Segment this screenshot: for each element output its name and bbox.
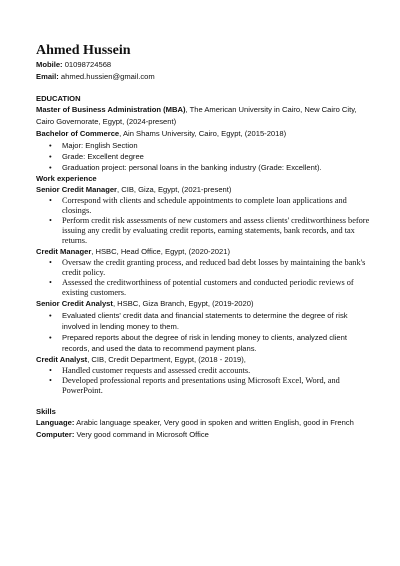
job-bullet: • Correspond with clients and schedule appointments to complete loan applications and closings. bbox=[49, 196, 347, 215]
education-bullet: • Major: English Section bbox=[49, 141, 138, 150]
job-bullet: • Developed professional reports and presentations using Microsoft Excel, Word, and PowerPoint. bbox=[49, 376, 340, 395]
mba-line-2: Cairo Governorate, Egypt, (2024-present) bbox=[36, 117, 177, 126]
mba-line-1 bbox=[36, 104, 372, 116]
job-heading: Credit Analyst, CIB, Credit Department, Egypt, (2018 - 2019), bbox=[36, 355, 246, 364]
language-value: Arabic language speaker, Very good in spoken and written English, good in French bbox=[74, 418, 354, 427]
computer-label: Computer: bbox=[36, 430, 75, 439]
skills-heading: Skills bbox=[36, 407, 56, 416]
job-heading: Credit Manager, HSBC, Head Office, Egypt, (2020-2021) bbox=[36, 247, 231, 256]
mba-details: , The American University in Cairo, New Cairo City, bbox=[185, 105, 357, 114]
job-bullets bbox=[36, 258, 372, 298]
email-value: ahmed.hussien@gmail.com bbox=[60, 72, 155, 81]
bcom-details: , Ain Shams University, Cairo, Egypt, (2015-2018) bbox=[119, 129, 287, 138]
bcom-degree: Bachelor of Commerce bbox=[36, 129, 120, 138]
email-label: Email: bbox=[36, 72, 59, 81]
mobile-label: Mobile: bbox=[36, 60, 63, 69]
job-bullet: • Handled customer requests and assessed credit accounts. bbox=[49, 366, 251, 375]
job-bullets bbox=[36, 310, 372, 354]
job-bullets bbox=[36, 366, 372, 396]
candidate-name: Ahmed Hussein bbox=[36, 43, 131, 58]
skills-language bbox=[36, 417, 372, 429]
job-bullet: • Assessed the creditworthiness of potential customers and conducted periodic reviews of existing customers. bbox=[49, 278, 354, 297]
job-bullets bbox=[36, 196, 372, 246]
job-bullet: • Oversaw the credit granting process, and reduced bad debt losses by maintaining the bank's credit policy. bbox=[49, 258, 366, 277]
education-bullets bbox=[36, 140, 372, 173]
work-heading: Work experience bbox=[36, 174, 97, 183]
job-heading: Senior Credit Manager, CIB, Giza, Egypt, (2021-present) bbox=[36, 185, 232, 194]
job-heading: Senior Credit Analyst, HSBC, Giza Branch, Egypt, (2019-2020) bbox=[36, 299, 254, 308]
job-bullet: • Prepared reports about the degree of risk in lending money to clients, analyzed client records, and used the data to recommend payment plans. bbox=[49, 333, 347, 353]
education-bullet: • Graduation project: personal loans in the banking industry (Grade: Excellent). bbox=[49, 163, 322, 172]
education-heading: EDUCATION bbox=[36, 94, 81, 103]
mobile-value: 01098724568 bbox=[64, 60, 112, 69]
contact-email bbox=[36, 71, 372, 83]
resume-page bbox=[36, 42, 372, 441]
skills-computer bbox=[36, 429, 372, 441]
mba-degree: Master of Business Administration (MBA) bbox=[36, 105, 186, 114]
computer-value: Very good command in Microsoft Office bbox=[74, 430, 209, 439]
job-bullet: • Evaluated clients' credit data and financial statements to determine the degree of risk involved in lending money to them. bbox=[49, 311, 348, 331]
education-bullet: • Grade: Excellent degree bbox=[49, 152, 144, 161]
language-label: Language: bbox=[36, 418, 75, 427]
contact-mobile bbox=[36, 59, 372, 71]
job-bullet: • Perform credit risk assessments of new customers and assess clients' creditworthiness before issuing any credit by evaluating credit reports, earning statements, bank records, and tax returns. bbox=[49, 216, 370, 245]
bcom-line bbox=[36, 128, 372, 140]
